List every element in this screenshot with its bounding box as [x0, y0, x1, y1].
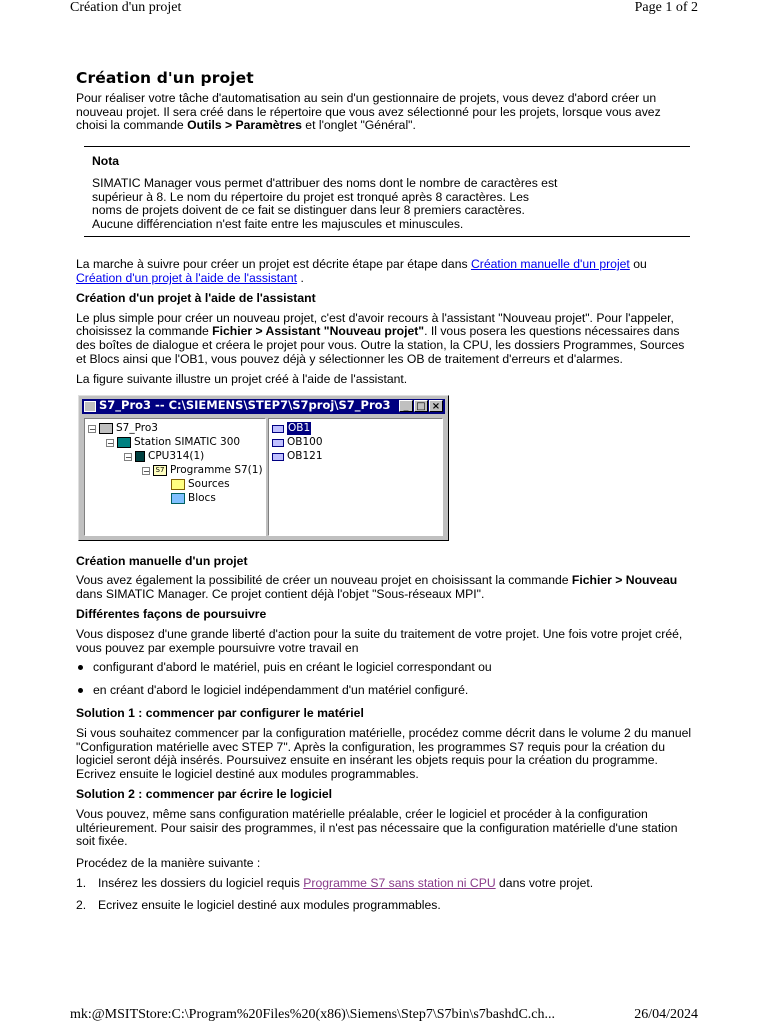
tree-node-blocks: Blocs [171, 492, 216, 506]
procedure-intro: Procédez de la manière suivante : [76, 856, 261, 871]
s7-program-icon: S7 [153, 465, 167, 476]
blocks-folder-icon [171, 493, 185, 504]
block-item: OB100 [272, 436, 323, 450]
print-footer [70, 1007, 698, 1025]
list-item: en créant d'abord le logiciel indépendamment d'un matériel configuré. [76, 684, 694, 698]
section-ways-title: Différentes façons de poursuivre [76, 606, 267, 621]
print-header-title: Création d'un projet [70, 0, 182, 15]
section-assistant-title: Création d'un projet à l'aide de l'assistant [76, 290, 316, 305]
list-item: 1. Insérez les dossiers du logiciel requis Programme S7 sans station ni CPU dans votre projet. [76, 875, 594, 890]
help-content [76, 69, 694, 921]
collapse-icon: − [143, 466, 150, 476]
list-item: 2. Ecrivez ensuite le logiciel destiné aux modules programmables. [76, 897, 441, 912]
note-box [84, 146, 690, 237]
procedure-steps [76, 877, 694, 913]
section-manual-title: Création manuelle d'un projet [76, 553, 248, 568]
tree-node-sources: Sources [171, 478, 230, 492]
collapse-icon: − [89, 424, 96, 434]
project-tree-pane [84, 418, 266, 536]
simatic-app-icon [84, 401, 96, 412]
link-manual-creation[interactable]: Création manuelle d'un projet [470, 257, 630, 272]
project-icon [99, 423, 113, 434]
collapse-icon: − [107, 438, 114, 448]
sources-folder-icon [171, 479, 185, 490]
bullet-icon [78, 688, 83, 693]
collapse-icon: − [125, 452, 132, 462]
simatic-explorer-figure [78, 395, 449, 541]
figure-window-controls [399, 400, 443, 412]
minimize-icon: _ [399, 400, 413, 412]
organization-block-icon [272, 425, 284, 433]
station-icon [117, 437, 131, 448]
solution2-paragraph: Vous pouvez, même sans configuration matérielle préalable, créer le logiciel et procéder à la configuration ultérieurement. Pour saisir des programmes, il n'est pas nécessaire que la configuration matérielle d'une station soit fixée. [76, 806, 678, 849]
figure-caption: La figure suivante illustre un projet créé à l'aide de l'assistant. [76, 371, 408, 386]
cpu-icon [135, 451, 145, 462]
solution2-title: Solution 2 : commencer par écrire le logiciel [76, 786, 333, 801]
blocks-list-pane [268, 418, 443, 536]
figure-window-title: S7_Pro3 -- C:\SIEMENS\STEP7\S7proj\S7_Pro3 [99, 398, 391, 413]
link-assistant-creation[interactable]: Création d'un projet à l'aide de l'assistant [76, 270, 298, 285]
manual-command: Fichier > Nouveau [571, 573, 678, 588]
organization-block-icon [272, 453, 284, 461]
solution1-title: Solution 1 : commencer par configurer le matériel [76, 705, 364, 720]
organization-block-icon [272, 439, 284, 447]
solution1-paragraph: Si vous souhaitez commencer par la configuration matérielle, procédez comme décrit dans le volume 2 du manuel "Configuration matérielle avec STEP 7". Après la configuration, les programmes S7 requis pour la création du logiciel seront déjà insérés. Poursuivez ensuite en insérant les objets requis pour la création du programme. Ecrivez ensuite le logiciel destiné aux modules programmables. [76, 725, 692, 782]
steps-intro: La marche à suivre pour créer un projet est décrite étape par étape dans Création manuelle d'un projet ou Création d'un projet à l'aide de l'assistant . [76, 257, 647, 285]
tree-node-program: − S7 Programme S7(1) [143, 463, 263, 476]
close-icon: × [429, 400, 443, 412]
print-footer-date: 26/04/2024 [634, 1007, 698, 1022]
assistant-command: Fichier > Assistant "Nouveau projet" [212, 324, 425, 339]
ways-list [76, 661, 694, 698]
block-item: OB121 [272, 450, 323, 464]
ways-paragraph: Vous disposez d'une grande liberté d'action pour la suite du traitement de votre projet. Une fois votre projet créé, vous pouvez par exemple poursuivre votre travail en [76, 626, 683, 655]
note-text: SIMATIC Manager vous permet d'attribuer des noms dont le nombre de caractères est supérieur à 8. Le nom du répertoire du projet est tronqué après 8 caractères. Les noms de projets doivent de ce fait se distinguer dans leur 8 premiers caractères. Aucune différenciation n'est faite entre les majuscules et minuscules. [92, 175, 558, 231]
print-footer-path: mk:@MSITStore:C:\Program%20Files%20(x86)\Siemens\Step7\S7bin\s7bashdC.ch... [70, 1007, 555, 1022]
link-program-without-station[interactable]: Programme S7 sans station ni CPU [303, 875, 496, 890]
manual-paragraph: Vous avez également la possibilité de créer un nouveau projet en choisissant la commande Fichier > Nouveau dans SIMATIC Manager. Ce projet contient déjà l'objet "Sous-réseaux MPI". [76, 573, 678, 602]
figure-title-bar [82, 399, 445, 414]
intro-command: Outils > Paramètres [187, 118, 302, 133]
print-header-page: Page 1 of 2 [634, 0, 698, 15]
maximize-icon: □ [414, 400, 428, 412]
assistant-paragraph: Le plus simple pour créer un nouveau projet, c'est d'avoir recours à l'assistant "Nouveau projet". Pour l'appeler, choisissez la commande Fichier > Assistant "Nouveau projet". Il vous posera les questions nécessaires dans des boîtes de dialogue et créera le projet pour vous. Outre la station, la CPU, les dossiers Programmes, Sources et Blocs ainsi que l'OB1, vous pouvez déjà y sélectionner les OB de traitement d'erreurs et d'alarmes. [76, 310, 685, 366]
tree-node-project: − S7_Pro3 [89, 421, 158, 434]
tree-node-cpu: − CPU314(1) [125, 449, 205, 462]
page-title: Création d'un projet [76, 69, 254, 87]
print-header [70, 0, 698, 20]
note-title: Nota [92, 154, 120, 169]
tree-node-station: − Station SIMATIC 300 [107, 435, 241, 448]
list-item: configurant d'abord le matériel, puis en créant le logiciel correspondant ou [76, 661, 694, 675]
block-item: OB1 [272, 422, 311, 436]
intro-paragraph: Pour réaliser votre tâche d'automatisation au sein d'un gestionnaire de projets, vous devez d'abord créer un nouveau projet. Il sera créé dans le répertoire que vous avez sélectionné pour les projets, lorsque vous avez choisi la commande Outils > Paramètres et l'onglet "Général". [76, 90, 661, 133]
bullet-icon [78, 665, 83, 670]
